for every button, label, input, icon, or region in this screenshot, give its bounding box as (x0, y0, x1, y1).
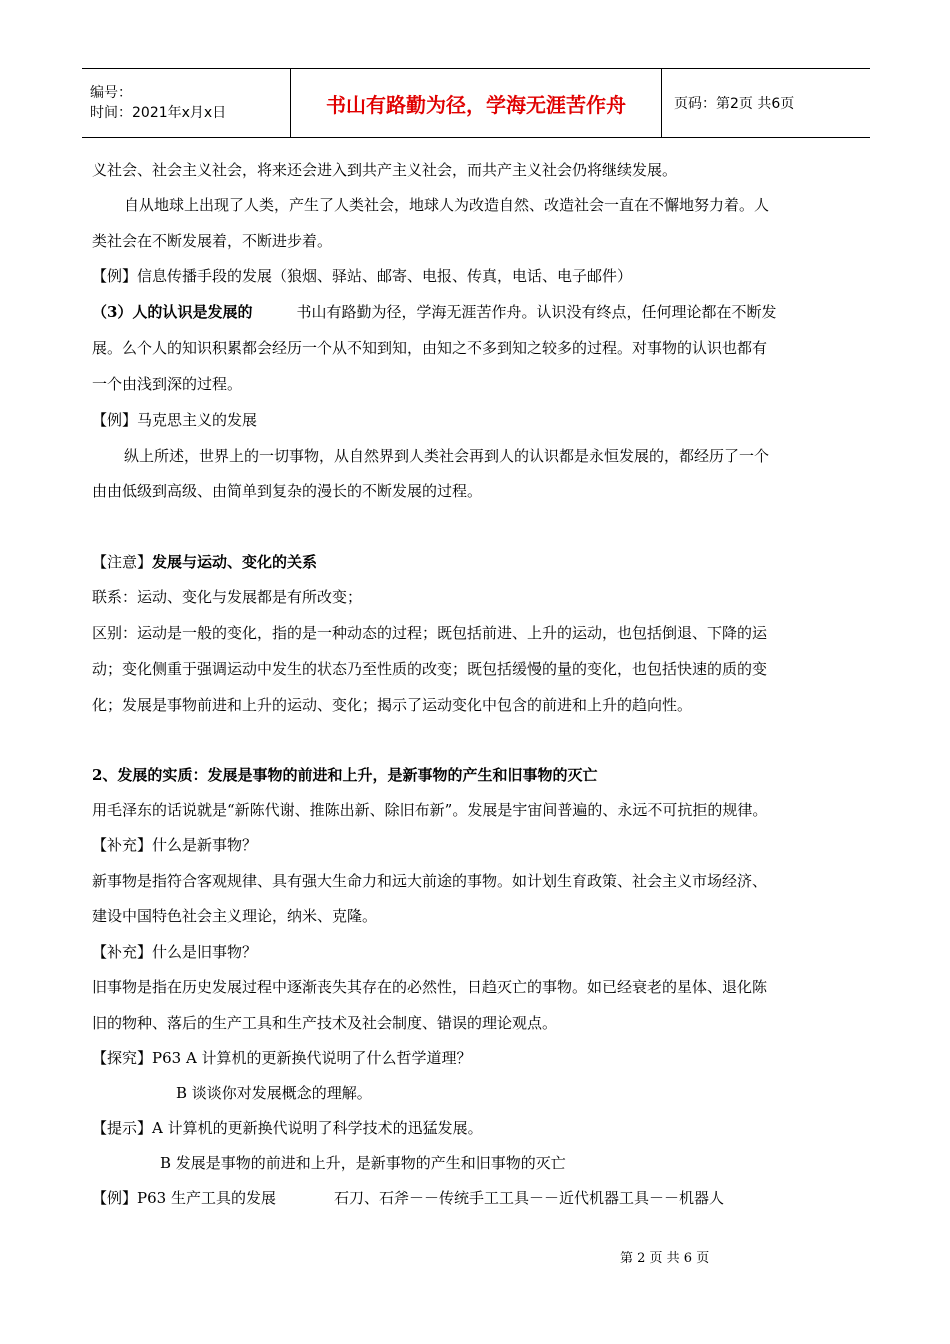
text-line (124, 195, 769, 215)
number-label: 编号： (90, 85, 132, 101)
line-text: 联系：运动、变化与发展都是有所改变； (92, 588, 363, 606)
text-line (92, 942, 257, 962)
text-line (92, 695, 692, 715)
line-text: 【例】P63 生产工具的发展 (92, 1189, 276, 1207)
line-text: 【补充】什么是新事物？ (92, 836, 258, 854)
line-prefix: 【注意】 (92, 553, 153, 571)
text-line (124, 446, 769, 466)
line-text: 由由低级到高级、由简单到复杂的漫长的不断发展的过程。 (92, 482, 483, 500)
line-text: 【探究】P63 A 计算机的更新换代说明了什么哲学道理？ (92, 1049, 472, 1067)
line-text: 一个由浅到深的过程。 (92, 375, 243, 393)
line-text: 动；变化侧重于强调运动中发生的状态乃至性质的改变；既包括缓慢的量的变化，也包括快速的质的变 (92, 660, 768, 678)
text-line (92, 1048, 472, 1068)
text-line (92, 977, 767, 997)
text-line (92, 587, 362, 607)
line-suffix: 石刀、石斧－－传统手工工具－－近代机器工具－－机器人 (333, 1189, 724, 1207)
page-label: 页码：第2页 共6页 (674, 96, 795, 112)
line-text: 用毛泽东的话说就是“新陈代谢、推陈出新、除旧布新”。发展是宇宙间普遍的、永远不可抗拒的规律。 (92, 801, 768, 819)
line-bold: 2、发展的实质：发展是事物的前进和上升，是新事物的产生和旧事物的灭亡 (92, 766, 598, 784)
text-line (92, 160, 677, 180)
text-line (92, 906, 377, 926)
line-text: 建设中国特色社会主义理论，纳米、克隆。 (92, 907, 378, 925)
line-text: 新事物是指符合客观规律、具有强大生命力和远大前途的事物。如计划生育政策、社会主义市场经济、 (92, 872, 768, 890)
line-text: 旧事物是指在历史发展过程中逐渐丧失其存在的必然性，日趋灭亡的事物。如已经衰老的星体、退化陈 (92, 978, 768, 996)
header-left (82, 69, 290, 137)
text-line (92, 1013, 557, 1033)
text-line (92, 1188, 724, 1208)
line-text: 区别：运动是一般的变化，指的是一种动态的过程；既包括前进、上升的运动，也包括倒退、下降的运 (92, 624, 768, 642)
line-text: 义社会、社会主义社会，将来还会进入到共产主义社会，而共产主义社会仍将继续发展。 (92, 161, 678, 179)
line-text: 类社会在不断发展着，不断进步着。 (92, 232, 333, 250)
text-line (92, 659, 767, 679)
header-right (662, 69, 794, 137)
text-line (92, 302, 776, 322)
text-line (92, 410, 257, 430)
text-line (176, 1083, 372, 1103)
line-text: 自从地球上出现了人类，产生了人类社会，地球人为改造自然、改造社会一直在不懈地努力着。人 (124, 196, 770, 214)
line-text: 【提示】A 计算机的更新换代说明了科学技术的迅猛发展。 (92, 1119, 483, 1137)
line-text: 展。么个人的知识积累都会经历一个从不知到知，由知之不多到知之较多的过程。对事物的认识也都有 (92, 339, 768, 357)
text-line (92, 552, 317, 572)
line-text: 【补充】什么是旧事物？ (92, 943, 258, 961)
text-line (92, 481, 482, 501)
line-text: B 谈谈你对发展概念的理解。 (176, 1084, 372, 1102)
line-text: B 发展是事物的前进和上升，是新事物的产生和旧事物的灭亡 (160, 1154, 566, 1172)
text-line (92, 338, 767, 358)
text-line (92, 871, 767, 891)
page-header (82, 68, 870, 138)
line-text: 【例】马克思主义的发展 (92, 411, 258, 429)
time-label: 时间：2021年x月x日 (90, 105, 227, 121)
text-line (160, 1153, 566, 1173)
text-line (92, 266, 632, 286)
text-line (92, 765, 597, 785)
line-text: 书山有路勤为径，学海无涯苦作舟。认识没有终点，任何理论都在不断发 (296, 303, 777, 321)
line-text: 化；发展是事物前进和上升的运动、变化；揭示了运动变化中包含的前进和上升的趋向性。 (92, 696, 693, 714)
line-text: 纵上所述，世界上的一切事物，从自然界到人类社会再到人的认识都是永恒发展的，都经历了一个 (124, 447, 770, 465)
text-line (92, 835, 257, 855)
text-line (92, 231, 332, 251)
line-text: 【例】信息传播手段的发展（狼烟、驿站、邮寄、电报、传真，电话、电子邮件） (92, 267, 633, 285)
text-line (92, 800, 767, 820)
line-bold-prefix: （3）人的认识是发展的 (92, 303, 253, 321)
text-line (92, 374, 242, 394)
page-footer: 第 2 页 共 6 页 (620, 1251, 710, 1266)
line-text: 旧的物种、落后的生产工具和生产技术及社会制度、错误的理论观点。 (92, 1014, 558, 1032)
header-motto-cell (290, 69, 662, 137)
text-line (92, 623, 767, 643)
header-motto: 书山有路勤为径，学海无涯苦作舟 (326, 92, 626, 117)
line-bold: 发展与运动、变化的关系 (152, 553, 318, 571)
text-line (92, 1118, 483, 1138)
